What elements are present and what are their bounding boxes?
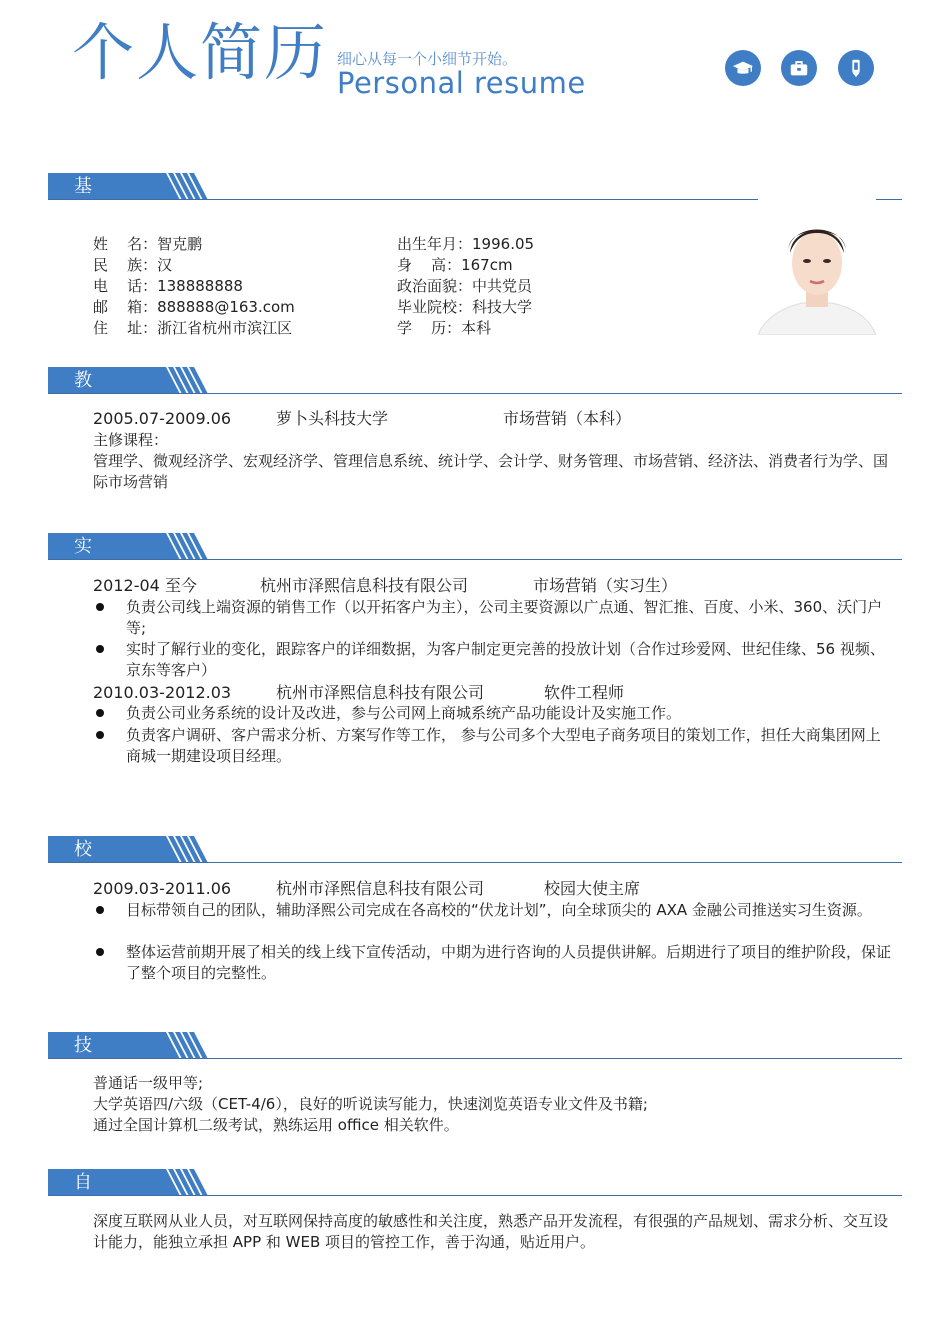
pencil-icon [838, 50, 874, 86]
info-name: 姓 名：智克鹏 [93, 235, 203, 253]
job-role: 软件工程师 [544, 683, 625, 702]
graduation-cap-icon [725, 50, 761, 86]
job-bullet: 实时了解行业的变化，跟踪客户的详细数据，为客户制定更完善的投放计划（合作过珍爱网、世纪佳缘、56 视频、京东等客户） [126, 640, 885, 679]
section-tab-shape [48, 533, 208, 560]
job-period: 2012-04 至今 [93, 576, 197, 595]
section-title: 校园经历 [74, 839, 92, 932]
edu-period: 2005.07-2009.06 [93, 409, 232, 428]
self-evaluation: 深度互联网从业人员，对互联网保持高度的敏感性和关注度，熟悉产品开发流程，有很强的产品规划、需求分析、交互设计能力，能独立承担 APP 和 WEB 项目的管控工作，善于沟通，贴近用户。 [93, 1212, 889, 1251]
divider [48, 199, 758, 200]
divider [48, 1195, 902, 1196]
divider [876, 199, 902, 200]
info-political: 政治面貌：中共党员 [397, 277, 533, 295]
briefcase-icon [781, 50, 817, 86]
campus-company: 杭州市泽熙信息科技有限公司 [276, 879, 485, 898]
divider [48, 559, 902, 560]
bullet-icon [96, 645, 104, 653]
edu-courses-label: 主修课程： [93, 431, 169, 449]
divider [48, 862, 902, 863]
campus-role: 校园大使主席 [544, 879, 641, 898]
bullet-icon [96, 603, 104, 611]
section-tab-shape [48, 836, 208, 863]
profile-photo [758, 203, 876, 335]
info-phone: 电 话：138888888 [93, 277, 243, 295]
skill-line: 通过全国计算机二级考试，熟练运用 office 相关软件。 [93, 1116, 459, 1134]
job-bullet: 负责公司线上端资源的销售工作（以开拓客户为主），公司主要资源以广点通、智汇推、百度、小米、360、沃门户等; [126, 598, 883, 637]
job-bullet: 负责公司业务系统的设计及改进，参与公司网上商城系统产品功能设计及实施工作。 [126, 704, 682, 722]
section-title: 自我评价 [74, 1172, 92, 1265]
info-degree: 学 历：本科 [397, 319, 492, 337]
job-period: 2010.03-2012.03 [93, 683, 232, 702]
section-title: 实习经历 [74, 536, 92, 629]
subtitle: Personal resume [337, 66, 586, 100]
info-ethnicity: 民 族：汉 [93, 256, 173, 274]
section-tab-shape [48, 1169, 208, 1196]
skill-line: 大学英语四/六级（CET-4/6），良好的听说读写能力，快速浏览英语专业文件及书籍; [93, 1095, 648, 1113]
divider [48, 393, 902, 394]
skill-line: 普通话一级甲等; [93, 1074, 204, 1092]
info-height: 身 高：167cm [397, 256, 513, 274]
info-school: 毕业院校：科技大学 [397, 298, 533, 316]
section-tab-shape [48, 173, 208, 200]
section-title: 基本信息 [74, 176, 92, 269]
edu-school: 萝卜头科技大学 [276, 409, 389, 428]
page-title: 个人简历 [72, 16, 329, 89]
bullet-icon [96, 709, 104, 717]
section-title: 教育背景 [74, 370, 92, 463]
edu-major: 市场营销（本科） [503, 409, 632, 428]
info-address: 住 址：浙江省杭州市滨江区 [93, 319, 293, 337]
section-tab-shape [48, 1032, 208, 1059]
slogan: 细心从每一个小细节开始。 [337, 50, 518, 68]
job-company: 杭州市泽熙信息科技有限公司 [276, 683, 485, 702]
campus-bullet: 整体运营前期开展了相关的线上线下宣传活动，中期为进行咨询的人员提供讲解。后期进行了项目的维护阶段，保证了整个项目的完整性。 [126, 943, 892, 982]
bullet-icon [96, 948, 104, 956]
edu-courses: 管理学、微观经济学、宏观经济学、管理信息系统、统计学、会计学、财务管理、市场营销、经济法、消费者行为学、国际市场营销 [93, 452, 889, 491]
section-title: 技能证书 [74, 1035, 92, 1128]
job-role: 市场营销（实习生） [533, 576, 678, 595]
info-birth: 出生年月：1996.05 [397, 235, 535, 253]
job-bullet: 负责客户调研、客户需求分析、方案写作等工作， 参与公司多个大型电子商务项目的策划工作，担任大商集团网上商城一期建设项目经理。 [126, 726, 881, 765]
bullet-icon [96, 906, 104, 914]
campus-period: 2009.03-2011.06 [93, 879, 232, 898]
section-tab-shape [48, 367, 208, 394]
campus-bullet: 目标带领自己的团队，辅助泽熙公司完成在各高校的“伏龙计划”，向全球顶尖的 AXA 金融公司推送实习生资源。 [126, 901, 872, 919]
divider [48, 1058, 902, 1059]
bullet-icon [96, 731, 104, 739]
info-email: 邮 箱：888888@163.com [93, 298, 295, 316]
job-company: 杭州市泽熙信息科技有限公司 [260, 576, 469, 595]
